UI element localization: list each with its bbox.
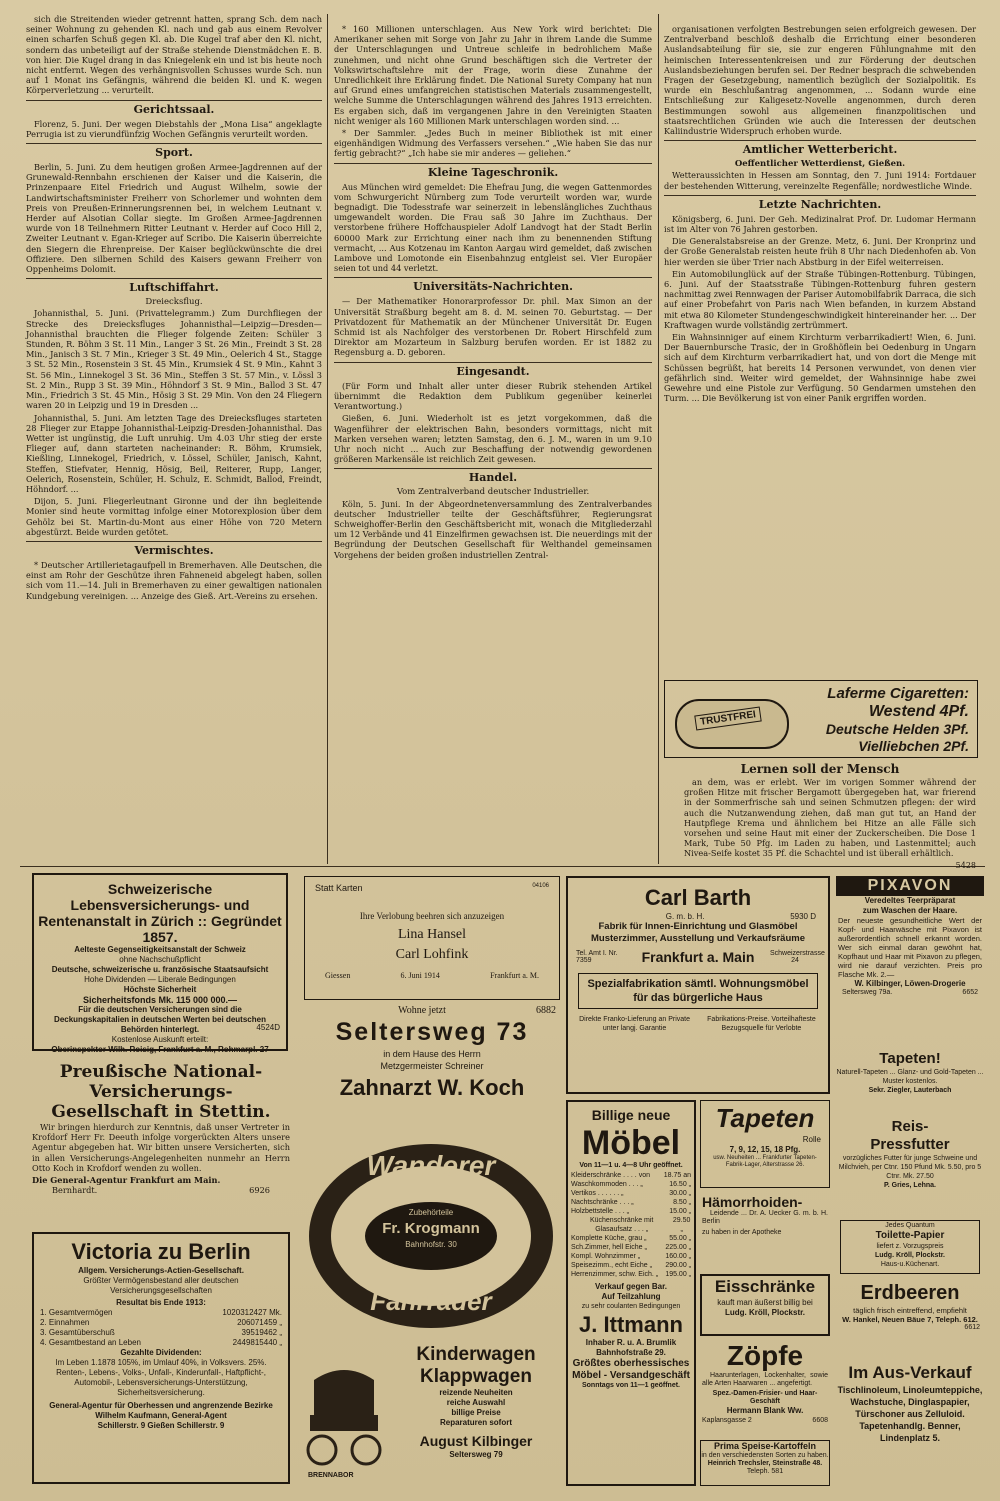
pixavon-ad [836, 876, 984, 1046]
table-row [34, 1308, 288, 1318]
ad-text: G. m. b. H. [665, 912, 705, 921]
text-column-1 [26, 14, 322, 862]
ad-text: täglich frisch eintreffend, empfiehlt [853, 1306, 967, 1315]
section-heading: Eingesandt. [334, 362, 652, 379]
ad-text: an dem, was er erlebt. Wer im vorigen Sommer während der großen Hitze mit frischer Bergamott übergegeben hat, war frierend in der Sommerfrische sah und seinen Schmutzen pflegen: der wird auch die Nutzanwendung ziehen, daß man gut tut, an Hand der Hautpflege Krema und ähnlichem bei Hitze an alle Fälle sich vorsehen und seine Haut mit einer der Zuckerscheiben. Die Dose 1 Mark, Tube 50 Pfg. im Laden zu haben, und Lastenmittel; auch Nivea-Seife kostet 35 Pf. die Schachtel und ist überall erhältlich. [684, 777, 976, 859]
stettin-ad [32, 1062, 290, 1222]
ad-text: Schillerstr. 9 Gießen Schillerstr. 9 [97, 1421, 225, 1430]
ad-text: Sonntags von 11—1 geöffnet. [581, 1382, 680, 1389]
name-line: Lina Hansel [397, 927, 467, 942]
section-heading: Luftschiffahrt. [26, 278, 322, 295]
article-text: Johannisthal, 5. Juni. (Privattelegramm.) Zum Durchfliegen der Strecke des Dreiecksfluges Johannisthal—Leipzig—Dresden—Johannisthal brauchten die Flieger folgende Zeiten: Schüler 3 Stunden, R. Böhm 3 St. 11 Min., Langer 3 St. 26 Min., Freindt 3 St. 28 Min., Janisch 3 St. 7 Min., Krieger 3 St. 49 Min., Oelerich 4 St., Stagge 3 St. 52 Min., Rosenstein 3 St. 45 Min., Krumsiek 4 St. 9 Min., Kahnt 3 St. 56 Min., Linnekogel 3 St. 36 Min., Steffen 3 St. 57 Min., v. Lössl 3 St. 2 Min., Rupp 3 St. 39 Min., Höhndorf 3 St. 9 Min., Ballod 3 St. 47 Min., Friedrich 3 St. 45 Min., Hösig 3 St. 29 Min. Von den 24 Fliegern waren 20 in Leipzig und 19 in Dresden ... [26, 308, 322, 411]
ad-text: Höchste Sicherheit [123, 985, 197, 994]
ad-text: Rolle [802, 1135, 821, 1144]
item-label: Herrenzimmer, schw. Eich. „ [571, 1271, 659, 1278]
ad-title: Toilette-Papier [875, 1230, 945, 1241]
article-text: Dijon, 5. Juni. Fliegerleutnant Gironne und der ihn begleitende Monier sind heute vormittag infolge einer Motorexplosion über dem Gehölz bei St. Martin-du-Mont aus einer Höhe von 720 Metern abgestürzt. Beide wurden getötet. [26, 496, 322, 537]
street-line: Seltersweg 73 [335, 1018, 529, 1046]
brand-label: BRENNABOR [308, 1472, 354, 1479]
article-text: Berlin, 5. Juni. Zu dem heutigen großen Armee-Jagdrennen auf der Grunewald-Rennbahn erschienen der Kaiser und die Kaiserin, die Prinzenpaare Eitel Friedrich und August Wilhelm, sowie der Landwirtschaftsminister Freiherr von Schorlemer und wohnten dem Preis von Preußen-Erinnerungsrennen bei, in welchem Leutnant v. Herder auf Alsotian Collar siegte. Im Großen Armee-Jagdrennen wurde von 18 Teilnehmern Ritter Leutnant v. Herder auf Coco Hill 2, Zweiter Leutnant v. Egan-Krieger auf Scribo. Die Kaiserin überreichte den Siegern die Ehrenpreise. Der Kaiser beglückwünschte die drei Offiziere. Den silbernen Schild des Kaisers gewann Freiherr von Oppenheims Dolomit. [26, 162, 322, 275]
price-row [568, 1180, 694, 1189]
ad-text: Spez.-Damen-Frisier- und Haar-Geschäft [712, 1390, 818, 1405]
item-price: 195.00 „ [665, 1271, 691, 1278]
ad-text: zu sehr coulanten Bedingungen [581, 1303, 681, 1310]
row-value: 2449815440 „ [232, 1338, 282, 1347]
ad-title: Erdbeeren [860, 1282, 960, 1304]
ad-code: 6612 [964, 1324, 980, 1331]
article-text: — Der Mathematiker Honorarprofessor Dr. phil. Max Simon an der Universität Straßburg begeht am 8. d. M. seinen 70. Geburtstag. — Der Privatdozent für Mathematik an der Münchener Universität Dr. Eugen Schmid ist als Nachfolger des verstorbenen Dr. Robert Hirschfeld zum Direktor am Mozarteum in Salzburg berufen worden. Er ist 1882 zu Regensburg a. D. geboren. [334, 296, 652, 358]
ad-text: Oberinspektor Wilh. Roisig, Frankfurt a. M., Rohmarpl. 27 [51, 1045, 269, 1054]
ad-code: 04106 [532, 883, 549, 889]
ad-text: Bahnhofstr. 30 [405, 1240, 457, 1249]
address-text: Schweizerstrasse 24 [769, 950, 825, 964]
item-label: Kompl. Wohnzimmer „ [571, 1253, 641, 1260]
ad-text: Fabrikations-Preise. Vorteilhafteste Bezugsquelle für Verlobte [707, 1016, 816, 1032]
city-text: Frankfurt a. Main [641, 949, 755, 965]
price-row [568, 1243, 694, 1252]
product-line: Westend 4Pf. [868, 703, 969, 720]
ad-title: Klappwagen [420, 1366, 532, 1387]
ad-text: Veredeltes Teerpräparat [864, 896, 956, 905]
price-row [568, 1252, 694, 1261]
ad-text: Tapetenhandlg. Benner, Lindenplatz 5. [859, 1421, 961, 1443]
brand-label: Fahrräder [370, 1286, 492, 1316]
kinderwagen-ad [300, 1340, 562, 1488]
price-row [568, 1234, 694, 1243]
phone-text: Tel. Amt I. Nr. 7359 [576, 950, 618, 964]
ad-text: Hermann Blank Ww. [726, 1406, 804, 1415]
product-line: Deutsche Helden 3Pf. [825, 721, 969, 737]
subheading: Oeffentlicher Wetterdienst, Gießen. [734, 159, 906, 170]
place-text: Giessen [325, 971, 351, 980]
ad-text: 7, 9, 12, 15, 18 Pfg. [729, 1145, 801, 1154]
ad-title: Eisschränke [714, 1277, 816, 1296]
price-row [568, 1270, 694, 1279]
table-row [34, 1318, 288, 1328]
ad-text: in dem Hause des Herrn [383, 1049, 481, 1059]
article-text: Wetteraussichten in Hessen am Sonntag, den 7. Juni 1914: Fortdauer der bestehenden Witterung, vereinzelte Regenfälle; nordwestliche Winde. [664, 170, 976, 191]
item-price: 18.75 an [663, 1172, 691, 1179]
ad-text: kauft man äußerst billig bei [717, 1298, 813, 1307]
tapeten2-ad [836, 1050, 984, 1114]
article-text: Gießen, 6. Juni. Wiederholt ist es jetzt vorgekommen, daß die Wagenführer der elektrischen Bahn, besonders vormittags, nicht mit Marken versehen waren; letzten Samstag, den 6. J. M., waren in um 9.10 Uhr noch nicht ... Auch zur Beschaffung der notwendig gewordenen größeren Markensäle ist reichlich Zeit gewesen. [334, 413, 652, 465]
item-label: Küchenschränke mit Glasaufsatz . . . „ [589, 1217, 654, 1233]
price-list [568, 1171, 694, 1279]
tapeten-ad [700, 1100, 830, 1188]
item-label: Holzbettstelle . . . „ [571, 1208, 629, 1215]
lernen-ad [664, 762, 976, 870]
column-rule [658, 14, 659, 864]
item-price: 290.00 „ [665, 1262, 691, 1269]
item-price: 225.00 „ [665, 1244, 691, 1251]
article-text: Ein Wahnsinniger auf einem Kirchturm verbarrikadiert! Wien, 6. Juni. Der Bauernbursche Trasic, der in Großhöflein bei Oedenburg in Ungarn sich auf dem Kirchturm verbarrikadiert hat, und von dort die Menge mit Schüssen begrüßt, hat bereits 14 Personen verwundet, von denen vier gefährlich sind. Weiter wird gemeldet, der Wahnsinnige habe zwei Gewehre und eine Pistole zur Verfügung. 50 Gendarmen umstehen den Turm. ... Die Bevölkerung ist von einer Panik ergriffen worden. [664, 332, 976, 404]
row-value: 1020312427 Mk. [222, 1308, 282, 1317]
ad-code: 6652 [962, 989, 978, 996]
ad-code: 6608 [812, 1417, 828, 1425]
text-column-2 [334, 24, 652, 862]
ad-text: General-Agentur für Oberhessen und angrenzende Bezirke [49, 1401, 273, 1410]
haemorrhoiden-ad [702, 1194, 828, 1268]
ad-title: Lernen soll der Mensch [740, 762, 900, 776]
ad-text: vorzügliches Futter für junge Schweine und Milchvieh, per Ctnr. 150 Pfund Mk. 5.50, pro 5 Ctnr. Mk. 27.50 [838, 1155, 982, 1180]
section-heading: Handel. [334, 468, 652, 485]
ad-title: Kinderwagen [416, 1344, 536, 1365]
price-row [568, 1171, 694, 1180]
article-text: Königsberg, 6. Juni. Der Geh. Medizinalrat Prof. Dr. Ludomar Hermann ist im Alter von 76 Jahren gestorben. [664, 213, 976, 235]
item-price: 55.00 „ [669, 1235, 691, 1242]
ad-title: Reis- [891, 1118, 929, 1135]
article-text: organisationen verfolgten Bestrebungen seien erfolgreich gewesen. Der Zentralverband beschloß deshalb die Errichtung einer besonderen Auslandsabteilung für sie, sie zur engeren Fühlungnahme mit den heimischen Interessentenkreisen und zur Förderung der deutschen Auslandsbeziehungen berufen sei. Der Redner besprach die schwebenden Fragen der Gesetzgebung, namentlich bezüglich der Sozialpolitik. Es wurde ein Beschlußantrag angenommen, ... Sodann wurde eine Entschließung zur Kaligesetz-Novelle angenommen, durch deren Bestimmungen sowohl aus allgemeinen finanzpolitischen und staatsrechtlichen Gründen wie auch die Interessen der deutschen Kaliindustrie Widerspruch erhoben wurde. [664, 24, 976, 137]
text-column-3 [664, 24, 976, 664]
name-line: Carl Lohfink [395, 947, 469, 962]
ad-title: Victoria zu Berlin [71, 1239, 251, 1264]
item-price: 160.00 „ [665, 1253, 691, 1260]
erdbeeren-ad [836, 1280, 984, 1358]
article-text: Florenz, 5. Juni. Der wegen Diebstahls der „Mona Lisa“ angeklagte Perrugia ist zu vierundfünfzig Wochen Gefängnis verurteilt worden. [26, 118, 322, 139]
brand-label: Wanderer [366, 1150, 496, 1181]
row-label: 1. Gesamtvermögen [40, 1308, 113, 1317]
article-text: Johannisthal, 5. Juni. Am letzten Tage des Dreiecksfluges starteten 28 Flieger zur Etappe Johannisthal-Leipzig-Dresden-Johannisthal. Das Wetter ist ungünstig, die Luft unruhig. Um 4.03 Uhr stieg der erste Flieger auf, dann starteten nacheinander: R. Böhm, Krumsiek, Kießling, Linnekogel, Friedrich, v. Lössel, Schüler, Janisch, Kahnt, Steffen, Stiefvater, Hennig, Hösig, Beil, Reiterer, Rupp, Langer, Oelerich, Rosenstein, Schüler, H. Schulz, E. Schmidt, Ballod, Freindt, Höhndorf. ... [26, 412, 322, 494]
row-value: 39519462 „ [241, 1328, 282, 1337]
price-row [568, 1189, 694, 1198]
table-row [34, 1328, 288, 1338]
ad-text: Ludg. Kröll, Plockstr. [874, 1252, 945, 1259]
ad-text: Renten-, Lebens-, Volks-, Unfall-, Kinderunfall-, Haftpflicht-, Automobil-, Lebensversicherungs-Unterstützung, Sicherheitsversicherung. [56, 1368, 266, 1397]
ad-text: Von 11—1 u. 4—8 Uhr geöffnet. [579, 1162, 683, 1169]
ad-text: Wilhelm Kaufmann, General-Agent [95, 1411, 227, 1420]
ad-text: Ludg. Kröll, Plockstr. [724, 1308, 805, 1317]
price-row [568, 1261, 694, 1270]
section-heading: Gerichtssaal. [26, 100, 322, 117]
item-label: Speisezimm., echt Eiche „ [571, 1262, 652, 1269]
ausverkauf-ad [836, 1362, 984, 1482]
ad-title: Prima Speise-Kartoffeln [713, 1441, 817, 1451]
item-label: Sch.Zimmer, hell Eiche „ [571, 1244, 647, 1251]
ad-text: Verkauf gegen Bar. [594, 1282, 668, 1291]
article-text: Köln, 5. Juni. In der Abgeordnetenversammlung des Zentralverbandes deutscher Industrieller teilte der Geschäftsführer, Regierungsrat Schweighoffer-Berlin den Geschäftsbericht mit, wonach die Mitgliederzahl um 12 Verbände und 41 Einzelfirmen gewachsen ist. Die neuerdings mit der Begründung der Deutschen Gesellschaft für Welthandel gemeinsamen Vorgehens der beiden großen industriellen Zentral- [334, 498, 652, 560]
ad-text: Wohne jetzt [398, 1005, 446, 1016]
editorial-note: (Für Form und Inhalt aller unter dieser Rubrik stehenden Artikel übernimmt die Redaktion dem Publikum gegenüber keinerlei Verantwortung.) [334, 380, 652, 412]
ad-text: Inhaber R. u. A. Brumlik [585, 1338, 677, 1347]
ad-code: 5428 [955, 860, 976, 870]
ad-text: Im Leben 1.1878 105%, im Umlauf 40%, in Volksvers. 25%. [55, 1358, 267, 1367]
item-price: 30.00 „ [669, 1190, 691, 1197]
ad-text: Möbel - Versandgeschäft [572, 1370, 690, 1381]
ad-title: Carl Barth [644, 885, 752, 910]
ad-text: ohne Nachschußpflicht [119, 955, 201, 964]
address-text: Kaplansgasse 2 [702, 1417, 752, 1425]
table-row [34, 1338, 288, 1348]
row-label: 4. Gesamtbestand an Leben [40, 1338, 141, 1347]
section-heading: Sport. [26, 143, 322, 160]
ad-text: Kostenlose Auskunft erteilt: [111, 1035, 209, 1044]
stamp-label: TRUSTFREI [694, 706, 762, 730]
section-heading: Letzte Nachrichten. [664, 195, 976, 212]
article-text: Aus München wird gemeldet: Die Ehefrau Jung, die wegen Gattenmordes vom Schwurgericht Nürnberg zum Tode verurteilt worden war, wurde begnadigt. Die Todesstrafe war seinerzeit in lebenslängliches Zuchthaus umgewandelt worden. Die Frau saß 30 Jahre im Zuchthaus. Der verstorbene frühere Hoffchauspieler Adolf Landvogt hat der Stadt Berlin 60000 Mark zur Errichtung einer nach ihm zu benennenden Stiftung vermacht, ... Aus Kotzenau im Kanton Aargau wird gemeldet, daß zwischen Lambove und Lomotonde ein Eisenbahnzug entgleist sei. Vier Europäer seien tot und 44 verletzt. [334, 181, 652, 274]
article-text: * 160 Millionen unterschlagen. Aus New York wird berichtet: Die Amerikaner sehen mit Sorge von Jahr zu Jahr in ihrem Lande die Summe der Unterschlagungen und Untreue schleife in bedrohlichem Maße zunehmen, und nicht ohne Grund beschäftigen sich die Vertreter der Volkswirtschaftslehre mit der Frage, worin diese Zunahme der Unredlichkeit ihre Erklärung findet. Die National Surety Company hat nun auf Grund eines umfangreichen statistischen Materials zusammengestellt, welche Summe die Unterschlagungen während des Jahres 1913 erreichten. Es ergaben sich, daß im vergangenen Jahre in den Vereinigten Staaten nicht weniger als 160 Millionen Mark unterschlagen worden sind. ... [334, 24, 652, 126]
ad-text: Größter Vermögensbestand aller deutschen Versicherungsgesellschaften [83, 1276, 239, 1295]
article-text: Ein Automobilunglück auf der Straße Tübingen-Rottenburg. Tübingen, 6. Juni. Auf der Staatsstraße Tübingen-Rottenburg fuhren gestern nachmittag zwei Rennwagen der Pariser Automobilfabrik Darraca, die sich auf einer Probefahrt von Paris nach Wien befanden, in kurzem Abstand mit etwa 80 Kilometer Stundengeschwindigkeit hintereinander her. ... Der Kraftwagen wurde vollständig zertrümmert. [664, 268, 976, 330]
price-row [568, 1207, 694, 1216]
ad-title: Gesellschaft in Stettin. [51, 1102, 271, 1122]
ad-text: Tischlinoleum, Linoleumteppiche, Wachstuche, Dinglaspapier, Türschoner aus Zelluloid. [837, 1385, 983, 1419]
item-price: 8.50 „ [673, 1199, 691, 1206]
ad-text: usw. Neuheiten ... Frankfurter Tapeten-Fabrik-Lager, Alterstrasse 26. [713, 1155, 817, 1168]
ad-title: Hämorrhoiden- [702, 1194, 803, 1210]
ad-text: Jedes Quantum [885, 1222, 935, 1229]
ad-title: Schweizerische Lebensversicherungs- und [70, 881, 250, 913]
ad-text: Größtes oberhessisches [572, 1358, 690, 1369]
ad-text: Ihre Verlobung beehren sich anzuzeigen [359, 911, 505, 921]
address-text: Seltersweg 79a. [842, 989, 893, 996]
zahnarzt-ad [300, 1005, 564, 1130]
ad-text: Gezahlte Dividenden: [120, 1348, 202, 1357]
item-price: 29.50 „ [672, 1217, 691, 1233]
ad-label: Statt Karten [315, 883, 363, 893]
ad-text: Deutsche, schweizerische u. französische Staatsaufsicht [51, 965, 269, 974]
ad-title: Tapeten [715, 1103, 815, 1133]
item-label: Waschkommoden . . . „ [571, 1181, 643, 1188]
pram-icon [304, 1360, 384, 1470]
item-label: Kleiderschränke . . . . von [571, 1172, 650, 1179]
ad-text: in den verschiedensten Sorten zu haben. [701, 1452, 829, 1459]
ad-text: Der neueste gesundheitliche Wert der Kopf- und Haarwäsche mit Pixavon ist außerordentlich schnell erkannt worden. Wer sich einmal daran gewöhnt hat, Kopfhaut und Haar mit Pixavon zu pflegen, wird nie darauf verzichten. Preis pro Flasche Mk. 2.— [838, 916, 982, 979]
ad-text: zu haben in der Apotheke [702, 1229, 782, 1236]
ad-text: billige Preise [451, 1408, 501, 1417]
item-price: 15.00 „ [669, 1208, 691, 1215]
ad-text: reizende Neuheiten [439, 1388, 513, 1397]
row-label: 3. Gesamtüberschuß [40, 1328, 115, 1337]
ad-code: 5930 D [790, 912, 816, 921]
price-row [568, 1216, 694, 1234]
toilette-papier-ad [840, 1220, 980, 1274]
ad-title: J. Ittmann [579, 1312, 683, 1337]
article-text: * Deutscher Artillerietagaufpell in Bremerhaven. Alle Deutschen, die einst am Rohr der Geschütze ihren Fahneneid abgelegt haben, sollen sich vom 11.—14. Juli in Bremerhaven zu einer gewaltigen nationalen Kundgebung vereinigen. ... Anzeige des Gieß. Art.-Vereins zu ersehen. [26, 559, 322, 601]
ad-text: Zubehörteile [408, 1208, 454, 1217]
item-label: Nachtschränke . . . „ [571, 1199, 634, 1206]
ad-text: Leidende ... Dr. A. Uecker G. m. b. H. Berlin [702, 1210, 828, 1225]
ad-text: Für die deutschen Versicherungen sind die Deckungskapitalien in deutschen Werten bei deutschen Behörden hinterlegt. [54, 1005, 266, 1034]
item-label: Komplette Küche, grau „ [571, 1235, 647, 1242]
ad-code: 4524D [256, 1023, 280, 1032]
article-text: sich die Streitenden wieder getrennt hatten, sprang Sch. dem nach seiner Wohnung zu gehenden Kl. nach und gab aus einem Revolver einen scharfen Schuß gegen Kl. ab. Die Kugel traf aber den Kl. nicht, sondern das unbeteiligt auf der Straße stehende Dienstmädchen E. B. von hier. Die Kugel drang in das Kniegelenk ein und ist bis heute noch nicht entfernt. Wegen des verhängnisvollen Schusses wurde Sch. nun auf 1 Monat ins Gefängnis, während die beiden Kl. und K. wegen Körperverletzung ... verurteilt. [26, 14, 322, 96]
row-label: 2. Einnahmen [40, 1318, 90, 1327]
ad-code: 6926 [249, 1185, 270, 1196]
ad-text: Haus-u.Küchenart. [880, 1261, 940, 1268]
ad-title: August Kilbinger [419, 1433, 533, 1449]
section-heading: Amtlicher Wetterbericht. [664, 140, 976, 157]
ad-title: Fr. Krogmann [382, 1220, 480, 1237]
product-line: Vielliebchen 2Pf. [858, 738, 969, 754]
ad-text: P. Gries, Lehna. [883, 1182, 936, 1189]
subheading: Vom Zentralverband deutscher Industrieller. [396, 487, 590, 498]
victoria-ad [32, 1232, 290, 1484]
ad-text: Die General-Agentur Frankfurt am Main. [32, 1175, 221, 1186]
article-text: Die Generalstabsreise an der Grenze. Metz, 6. Juni. Der Kronprinz und der Große Generalstab reisten heute früh 8 Uhr nach Diedenhofen ab. Von hier werden sie über Trier nach Abstburg in der Eifel weiterreisen. [664, 236, 976, 267]
ad-text: Bahnhofstraße 29. [596, 1348, 666, 1357]
phone-text: Teleph. 581 [746, 1468, 784, 1475]
brand-label: PIXAVON [836, 876, 984, 896]
ad-text: Sekr. Ziegler, Lauterbach [868, 1087, 952, 1094]
item-price: 16.50 „ [669, 1181, 691, 1188]
article-text: * Der Sammler. „Jedes Buch in meiner Bibliothek ist mit einer eigenhändigen Widmung des Verfassers versehen.“ „Wie haben Sie das nur fertig gebracht?“ „Ich habe sie mir anderes — geliehen.“ [334, 128, 652, 159]
brand-label: Laferme Cigaretten: [827, 685, 969, 702]
item-label: Vertikos . . . . . . „ [571, 1190, 624, 1197]
results-table [34, 1308, 288, 1348]
city-text: Frankfurt a. M. [490, 971, 539, 980]
section-heading: Universitäts-Nachrichten. [334, 277, 652, 294]
subheading: Dreiecksflug. [145, 297, 203, 308]
ad-text: Fabrik für Innen-Einrichtung und Glasmöbel [598, 921, 798, 932]
ad-text: Allgem. Versicherungs-Actien-Gesellschaft. [78, 1266, 244, 1275]
ad-text: Sicherheitsfonds Mk. 115 000 000.— [82, 995, 238, 1005]
ad-text: W. Hankel, Neuen Bäue 7, Teleph. 612. [842, 1315, 978, 1324]
ad-text: Auf Teilzahlung [601, 1292, 661, 1301]
ad-text: Bernhardt. [52, 1185, 98, 1196]
ad-text: Haarunterlagen, Lockenhalter, sowie alle Arten Haarwaren ... angefertigt. [702, 1372, 828, 1387]
ad-text: Seltersweg 79 [449, 1450, 503, 1459]
ad-text: Metzgermeister Schreiner [380, 1061, 484, 1071]
ad-title: Zöpfe [726, 1340, 804, 1371]
zoepfe-ad [702, 1340, 828, 1436]
date-text: 6. Juni 1914 [400, 971, 440, 980]
ad-text: liefert z. Vorzugspreis [876, 1243, 944, 1250]
section-heading: Kleine Tageschronik. [334, 163, 652, 180]
ad-title: Im Aus-Verkauf [848, 1363, 972, 1382]
section-heading: Vermischtes. [26, 541, 322, 558]
kartoffeln-ad [700, 1440, 830, 1486]
ad-title: Möbel [581, 1124, 681, 1162]
ad-text: Wir bringen hierdurch zur Kenntnis, daß unser Vertreter in Krofdorf Herr Fr. Deeuth infolge vorgerückten Alters unsere Agentur abgegeben hat. Wir bitten unsere Versicherten, sich in allen Versicherungs-Angelegenheiten nunmehr an Herrn Otto Koch in Krofdorf wenden zu wollen. [32, 1122, 290, 1173]
ad-title: Preußische National-Versicherungs- [59, 1062, 263, 1102]
carl-barth-ad [566, 876, 830, 1094]
moebel-ad [566, 1100, 696, 1486]
ad-title: Pressfutter [870, 1136, 950, 1153]
eisschraenke-ad [700, 1274, 830, 1336]
row-value: 206071459 „ [237, 1318, 282, 1327]
laferme-ad [664, 680, 978, 758]
price-row [568, 1198, 694, 1207]
ad-title: Zahnarzt W. Koch [339, 1075, 525, 1100]
reis-pressfutter-ad [836, 1118, 984, 1214]
ad-code: 6882 [536, 1005, 556, 1016]
ad-title: Rentenanstalt in Zürich :: Gegründet 1857. [38, 913, 282, 945]
ad-text: Aelteste Gegenseitigkeitsanstalt der Schweiz [74, 945, 246, 954]
ad-text: zum Waschen der Haare. [862, 906, 958, 915]
ad-text: Musterzimmer, Ausstellung und Verkaufsräume [591, 933, 805, 944]
ad-title: Tapeten! [879, 1050, 941, 1067]
ad-text: reiche Auswahl [446, 1398, 506, 1407]
ad-text: Spezialfabrikation sämtl. Wohnungsmöbel für das bürgerliche Haus [578, 973, 818, 1009]
schweizerische-ad [32, 873, 288, 1054]
ad-text: W. Kilbinger, Löwen-Drogerie [854, 979, 966, 988]
ad-text: Reparaturen sofort [439, 1418, 512, 1427]
ad-text: Resultat bis Ende 1913: [116, 1298, 206, 1307]
ad-text: Direkte Franko-Lieferung an Private unter langj. Garantie [579, 1016, 690, 1032]
ad-title: Billige neue [591, 1107, 671, 1123]
ad-text: Naturell-Tapeten ... Glanz- und Gold-Tapeten ... Muster kostenlos. [836, 1069, 984, 1085]
verlobung-ad [304, 876, 560, 1000]
ad-text: Heinrich Trechsler, Steinstraße 48. [707, 1460, 823, 1467]
column-rule [327, 14, 328, 864]
wanderer-ad [300, 1136, 562, 1336]
ad-text: Hohe Dividenden — Liberale Bedingungen [84, 975, 236, 984]
